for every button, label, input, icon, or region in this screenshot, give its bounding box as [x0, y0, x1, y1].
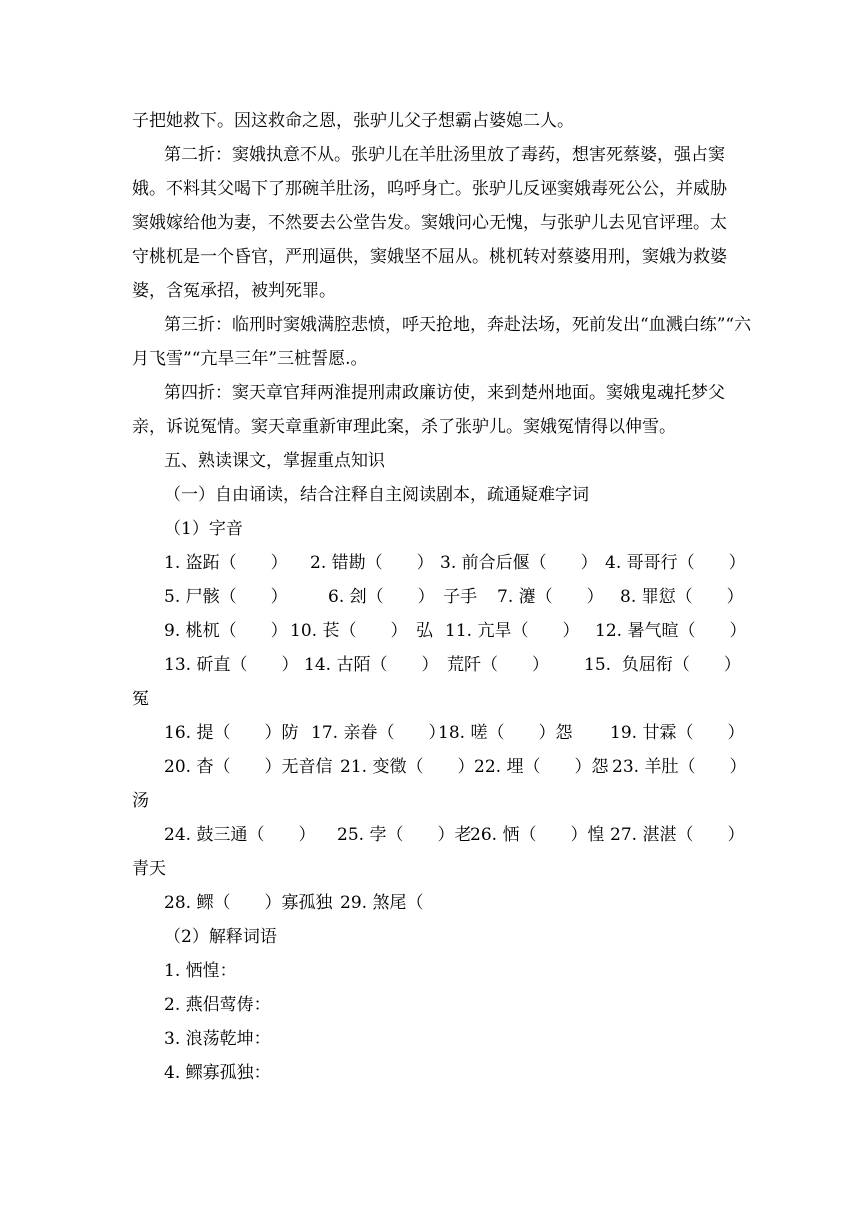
item: 24. 鼓三通（ ）: [164, 825, 316, 845]
item: 29. 煞尾（: [340, 893, 424, 913]
item: 12. 暑气暄（ ）: [595, 621, 747, 641]
text: 娥。不料其父喝下了那碗羊肚汤，呜呼身亡。张驴儿反诬窦娥毒死公公，并威胁: [132, 179, 727, 199]
item: 18. 嗟（ ）怨: [438, 723, 573, 743]
item: 16. 提（ ）防: [164, 723, 299, 743]
subsection-heading: [0, 512, 860, 546]
subsection-heading: [0, 920, 860, 954]
text: 第三折：临刑时窦娥满腔悲愤，呼天抢地，奔赴法场，死前发出“血溅白练”“六: [164, 315, 752, 335]
term-line: [0, 1056, 860, 1090]
item: 5. 尸骸（ ）: [164, 587, 288, 607]
item-row: [0, 716, 860, 750]
text: 窦娥嫁给他为妻，不然要去公堂告发。窦娥问心无愧，与张驴儿去见官评理。太: [132, 213, 727, 233]
item: 25. 孛（ ）老: [337, 825, 472, 845]
text: 3. 浪荡乾坤：: [164, 1029, 271, 1049]
item: 20. 杳（ ）无音信: [164, 757, 333, 777]
item: 汤: [132, 791, 149, 811]
item: 6. 刽（ ） 子手: [328, 587, 478, 607]
paragraph-line: [0, 308, 860, 342]
text: 亲，诉说冤情。窦天章重新审理此案，杀了张驴儿。窦娥冤情得以伸雪。: [132, 417, 676, 437]
text: 第四折：窦天章官拜两淮提刑肃政廉访使，来到楚州地面。窦娥鬼魂托梦父: [164, 383, 725, 403]
text: 2. 燕侣莺俦：: [164, 995, 271, 1015]
item: 8. 罪愆（ ）: [620, 587, 744, 607]
paragraph-line: [0, 240, 860, 274]
paragraph-line: [0, 104, 860, 138]
term-line: [0, 988, 860, 1022]
item: 23. 羊肚（ ）: [612, 757, 747, 777]
paragraph-line: [0, 138, 860, 172]
subsection-heading: [0, 478, 860, 512]
item: 3. 前合后偃（ ）: [440, 553, 598, 573]
item: 9. 桃杌（ ）: [164, 621, 288, 641]
item: 青天: [132, 859, 166, 879]
item: 13. 斫直（ ）: [164, 655, 299, 675]
term-line: [0, 1022, 860, 1056]
item: 21. 变徵（ ）: [340, 757, 475, 777]
item: 7. 瀽（ ）: [497, 587, 604, 607]
item-row: [0, 648, 860, 682]
item-row: [0, 750, 860, 784]
text: 子把她救下。因这救命之恩，张驴儿父子想霸占婆媳二人。: [132, 111, 574, 131]
item-row: [0, 580, 860, 614]
text: 五、熟读课文，掌握重点知识: [164, 451, 385, 471]
item: 1. 盗跖（ ）: [164, 553, 288, 573]
item: 冤: [132, 689, 149, 709]
paragraph-line: [0, 172, 860, 206]
item: 10. 苌（ ） 弘: [290, 621, 433, 641]
item: 22. 埋（ ）怨: [474, 757, 609, 777]
item: 27. 湛湛（ ）: [610, 825, 745, 845]
item: 14. 古陌（ ） 荒阡（ ）: [304, 655, 549, 675]
text: （1）字音: [164, 519, 243, 539]
text: 4. 鳏寡孤独：: [164, 1063, 271, 1083]
item-row: [0, 852, 860, 886]
item-row: [0, 682, 860, 716]
paragraph-line: [0, 376, 860, 410]
text: （2）解释词语: [164, 927, 277, 947]
paragraph-line: [0, 342, 860, 376]
item: 19. 甘霖（ ）: [610, 723, 745, 743]
item-row: [0, 784, 860, 818]
text: 1. 恓惶：: [164, 961, 237, 981]
paragraph-line: [0, 274, 860, 308]
item: 17. 亲眷（ ）: [311, 723, 446, 743]
paragraph-line: [0, 206, 860, 240]
text: 守桃杌是一个昏官，严刑逼供，窦娥坚不屈从。桃杌转对蔡婆用刑，窦娥为救婆: [132, 247, 727, 267]
item-row: [0, 818, 860, 852]
item: 28. 鳏（ ）寡孤独: [164, 893, 333, 913]
section-heading: [0, 444, 860, 478]
text: 第二折：窦娥执意不从。张驴儿在羊肚汤里放了毒药，想害死蔡婆，强占窦: [164, 145, 725, 165]
item: 4. 哥哥行（ ）: [605, 553, 746, 573]
term-line: [0, 954, 860, 988]
item-row: [0, 546, 860, 580]
item: 15. 负屈衔（ ）: [584, 655, 741, 675]
item: 2. 错勘（ ）: [310, 553, 434, 573]
text: （一）自由诵读，结合注释自主阅读剧本，疏通疑难字词: [164, 485, 589, 505]
item: 11. 亢旱（ ）: [445, 621, 580, 641]
item-row: [0, 886, 860, 920]
text: 婆，含冤承招，被判死罪。: [132, 281, 336, 301]
paragraph-line: [0, 410, 860, 444]
text: 月飞雪”“亢旱三年”三桩誓愿.。: [132, 349, 368, 369]
item: 26. 恓（ ）惶: [470, 825, 605, 845]
item-row: [0, 614, 860, 648]
